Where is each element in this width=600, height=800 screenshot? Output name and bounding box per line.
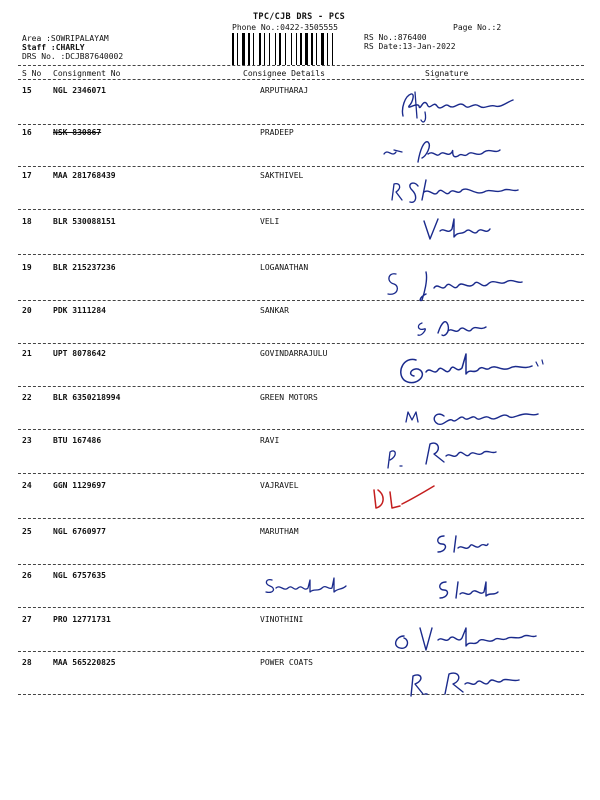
row-consignee: SANKAR (260, 306, 289, 315)
phone-number: Phone No.:0422-3505555 (232, 23, 338, 32)
row-sno: 26 (22, 571, 32, 580)
row-divider (18, 343, 584, 344)
signature-drawing (390, 622, 540, 656)
signature-drawing (392, 350, 547, 392)
barcode-bar (264, 33, 265, 65)
row-consignee: RAVI (260, 436, 280, 445)
signature-drawing (432, 532, 492, 556)
row-consignment: MAA 565220825 (53, 658, 116, 667)
barcode-bar (242, 33, 245, 65)
row-sno: 21 (22, 349, 32, 358)
row-consignee: MARUTHAM (260, 527, 299, 536)
row-consignee: VELI (260, 217, 280, 226)
row-consignment: UPT 8078642 (53, 349, 106, 358)
barcode-bar (237, 33, 238, 65)
drs-number: DRS No. :DCJB87640002 (22, 52, 124, 61)
barcode-bar (259, 33, 261, 65)
row-consignee: VINOTHINI (260, 615, 304, 624)
row-divider (18, 209, 584, 210)
barcode-bar (285, 33, 286, 65)
barcode-bar (296, 33, 297, 65)
row-divider (18, 564, 584, 565)
signature-drawing (404, 400, 544, 430)
row-consignee: ARPUTHARAJ (260, 86, 309, 95)
row-consignee: PRADEEP (260, 128, 294, 137)
row-divider (18, 124, 584, 125)
row-consignment: BTU 167486 (53, 436, 102, 445)
row-consignment: BLR 6350218994 (53, 393, 121, 402)
row-sno: 22 (22, 393, 32, 402)
barcode-bar (316, 33, 317, 65)
row-divider (18, 473, 584, 474)
row-sno: 17 (22, 171, 32, 180)
barcode-bar (305, 33, 308, 65)
column-divider (18, 79, 584, 80)
page-number: Page No.:2 (453, 23, 502, 32)
document-title: TPC/CJB DRS - PCS (253, 12, 346, 22)
col-consignment: Consignment No (53, 69, 121, 78)
row-sno: 16 (22, 128, 32, 137)
row-consignment: BLR 215237236 (53, 263, 116, 272)
row-divider (18, 166, 584, 167)
rs-date: RS Date:13-Jan-2022 (364, 42, 456, 51)
row-consignment: NGL 2346071 (53, 86, 106, 95)
signature-drawing (382, 438, 502, 472)
barcode-bar (253, 33, 254, 65)
row-sno: 19 (22, 263, 32, 272)
barcode (232, 33, 355, 65)
row-divider (18, 254, 584, 255)
barcode-bar (275, 33, 276, 65)
barcode-bar (311, 33, 313, 65)
area-field: Area :SOWRIPALAYAM (22, 34, 109, 43)
row-consignment: PRO 12771731 (53, 615, 111, 624)
row-consignment: NGL 6760977 (53, 527, 106, 536)
barcode-bar (232, 33, 234, 65)
row-consignee: POWER COATS (260, 658, 313, 667)
barcode-bar (248, 33, 250, 65)
row-consignment: BLR 530088151 (53, 217, 116, 226)
barcode-bar (269, 33, 270, 65)
row-consignment: NGL 6757635 (53, 571, 106, 580)
row-consignee: SAKTHIVEL (260, 171, 304, 180)
barcode-bar (327, 33, 328, 65)
row-divider (18, 607, 584, 608)
barcode-bar (279, 33, 281, 65)
row-divider (18, 518, 584, 519)
row-sno: 24 (22, 481, 32, 490)
row-sno: 15 (22, 86, 32, 95)
row-sno: 23 (22, 436, 32, 445)
col-signature: Signature (425, 69, 469, 78)
row-consignment: MAA 281768439 (53, 171, 116, 180)
signature-drawing (412, 315, 492, 343)
row-consignee: GREEN MOTORS (260, 393, 318, 402)
signature-drawing (420, 215, 500, 245)
delivery-mark (368, 478, 440, 514)
header-divider (18, 65, 584, 66)
row-consignee: VAJRAVEL (260, 481, 299, 490)
row-consignment: NSK 830867 (53, 128, 102, 137)
signature-drawing (434, 578, 504, 602)
row-sno: 18 (22, 217, 32, 226)
staff-field: Staff :CHARLY (22, 43, 85, 52)
handwritten-consignee-text (262, 598, 269, 607)
barcode-bar (332, 33, 333, 65)
col-consignee: Consignee Details (243, 69, 325, 78)
row-consignee: LOGANATHAN (260, 263, 309, 272)
row-sno: 28 (22, 658, 32, 667)
rs-number: RS No.:876400 (364, 33, 427, 42)
row-consignee: GOVINDARRAJULU (260, 349, 328, 358)
barcode-bar (300, 33, 302, 65)
row-consignment: PDK 3111284 (53, 306, 106, 315)
row-sno: 27 (22, 615, 32, 624)
row-consignment: GGN 1129697 (53, 481, 106, 490)
col-sno: S No (22, 69, 42, 78)
signature-drawing (395, 88, 530, 124)
row-sno: 25 (22, 527, 32, 536)
barcode-bar (291, 33, 292, 65)
handwritten-consignee (262, 574, 348, 598)
signature-drawing (382, 266, 532, 306)
signature-drawing (405, 666, 525, 700)
signature-drawing (380, 138, 520, 166)
row-sno: 20 (22, 306, 32, 315)
barcode-bar (321, 33, 324, 65)
signature-drawing (388, 176, 528, 208)
